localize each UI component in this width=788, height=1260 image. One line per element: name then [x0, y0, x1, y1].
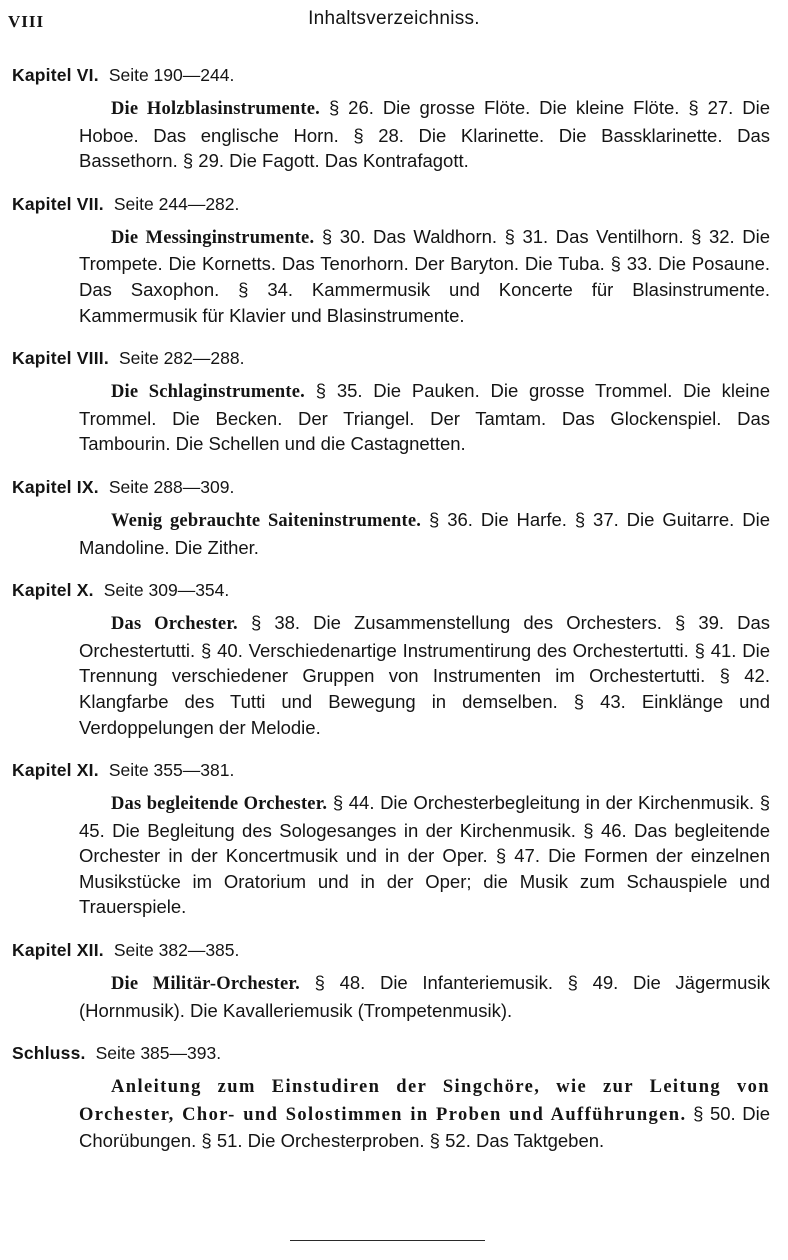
- chapter-label: Kapitel VIII.: [12, 348, 109, 369]
- chapter-heading: [0, 758, 788, 782]
- section-title: Das Orchester.: [111, 614, 238, 635]
- chapter-page-range: Seite 355—381.: [108, 760, 235, 781]
- section-title: Wenig gebrauchte Saiteninstrumente.: [111, 510, 422, 531]
- section-list: § 35. Die Pauken. Die grosse Trommel. Die kleine Trommel. Die Becken. Der Triangel. Der Tamtam. Das Glockenspiel. Das Tambourin. Die Schellen und die Castagnetten.: [79, 380, 770, 455]
- chapter-page-range: Seite 382—385.: [113, 940, 240, 961]
- section-list: § 30. Das Waldhorn. § 31. Das Ventilhorn. § 32. Die Trompete. Die Kornetts. Das Tenorhorn. Der Baryton. Die Tuba. § 33. Die Posaune. Das Saxophon. § 34. Kammermusik und Koncerte für Blasinstrumente. Kammermusik für Klavier und Blasinstrumente.: [79, 225, 771, 326]
- chapter-label: Kapitel VI.: [12, 65, 99, 85]
- chapter-heading: [0, 346, 788, 370]
- footer-divider: [290, 1240, 485, 1241]
- section-list: § 50. Die Chorübungen. § 51. Die Orchesterproben. § 52. Das Taktgeben.: [79, 1102, 771, 1152]
- chapter-contents: [0, 378, 788, 457]
- chapter-heading: [0, 938, 788, 962]
- toc-entry-schluss: [0, 1041, 788, 1154]
- section-list: § 48. Die Infanteriemusik. § 49. Die Jägermusik (Hornmusik). Die Kavalleriemusik (Trompetenmusik).: [79, 972, 770, 1021]
- section-title: Die Holzblasinstrumente.: [111, 99, 320, 119]
- chapter-page-range: Seite 282—288.: [118, 348, 245, 369]
- section-list: § 44. Die Orchesterbegleitung in der Kirchenmusik. § 45. Die Begleitung des Sologesanges in der Kirchenmusik. § 46. Das begleitende Orchester in der Koncertmusik und in der Oper. § 47. Die Formen der einzelnen Musikstücke im Oratorium und in der Oper; die Musik zum Schauspiele und Trauerspiele.: [79, 792, 771, 918]
- chapter-label: Kapitel X.: [12, 580, 94, 601]
- chapter-label: Kapitel XII.: [12, 940, 104, 961]
- running-head-title: Inhaltsverzeichniss.: [308, 8, 480, 29]
- chapter-label: Schluss.: [12, 1043, 86, 1064]
- section-list: § 26. Die grosse Flöte. Die kleine Flöte. § 27. Die Hoboe. Das englische Horn. § 28. Die Klarinette. Die Bassklarinette. Das Bassethorn. § 29. Die Fagott. Das Kontrafagott.: [79, 97, 770, 172]
- chapter-page-range: Seite 190—244.: [108, 65, 235, 85]
- section-title: Die Schlaginstrumente.: [111, 382, 305, 403]
- chapter-contents: [0, 1073, 788, 1154]
- chapter-heading: [0, 1041, 788, 1065]
- section-title: Das begleitende Orchester.: [111, 794, 328, 815]
- toc-entry-kapitel-x: [0, 578, 788, 740]
- section-list: § 36. Die Harfe. § 37. Die Guitarre. Die Mandoline. Die Zither.: [79, 508, 770, 558]
- chapter-heading: [0, 192, 788, 216]
- chapter-contents: [0, 610, 788, 740]
- page-number: VIII: [8, 12, 45, 31]
- toc-entry-kapitel-vii: [0, 192, 788, 328]
- chapter-contents: [0, 970, 788, 1023]
- toc-entry-kapitel-viii: [0, 346, 788, 457]
- chapter-contents: [0, 507, 788, 560]
- chapter-label: Kapitel IX.: [12, 476, 99, 497]
- chapter-contents: [0, 95, 788, 174]
- section-title: Anleitung zum Einstudiren der Singchöre, wie zur Leitung von Orchester, Chor- und Solostimmen in Proben und Aufführungen.: [79, 1077, 770, 1125]
- chapter-contents: [0, 224, 788, 328]
- chapter-page-range: Seite 385—393.: [95, 1043, 222, 1064]
- section-list: § 38. Die Zusammenstellung des Orchesters. § 39. Das Orchestertutti. § 40. Verschiedenartige Instrumentirung des Orchestertutti. § 41. Die Trennung verschiedener Gruppen von Instrumenten im Orchestertutti. § 42. Klangfarbe des Tutti und Bewegung in demselben. § 43. Einklänge und Verdoppelungen der Melodie.: [79, 612, 771, 738]
- chapter-label: Kapitel XI.: [12, 760, 99, 781]
- toc-entry-kapitel-vi: [0, 63, 788, 174]
- toc-entry-kapitel-xii: [0, 938, 788, 1023]
- chapter-page-range: Seite 288—309.: [108, 476, 235, 497]
- toc-entry-kapitel-xi: [0, 758, 788, 920]
- chapter-heading: [0, 63, 788, 87]
- table-of-contents: [0, 63, 788, 1172]
- section-title: Die Militär-Orchester.: [111, 974, 300, 995]
- section-title: Die Messinginstrumente.: [111, 227, 315, 248]
- chapter-heading: [0, 475, 788, 499]
- chapter-page-range: Seite 244—282.: [113, 193, 240, 214]
- chapter-contents: [0, 790, 788, 920]
- toc-entry-kapitel-ix: [0, 475, 788, 560]
- chapter-heading: [0, 578, 788, 602]
- chapter-label: Kapitel VII.: [12, 193, 104, 214]
- chapter-page-range: Seite 309—354.: [103, 580, 230, 601]
